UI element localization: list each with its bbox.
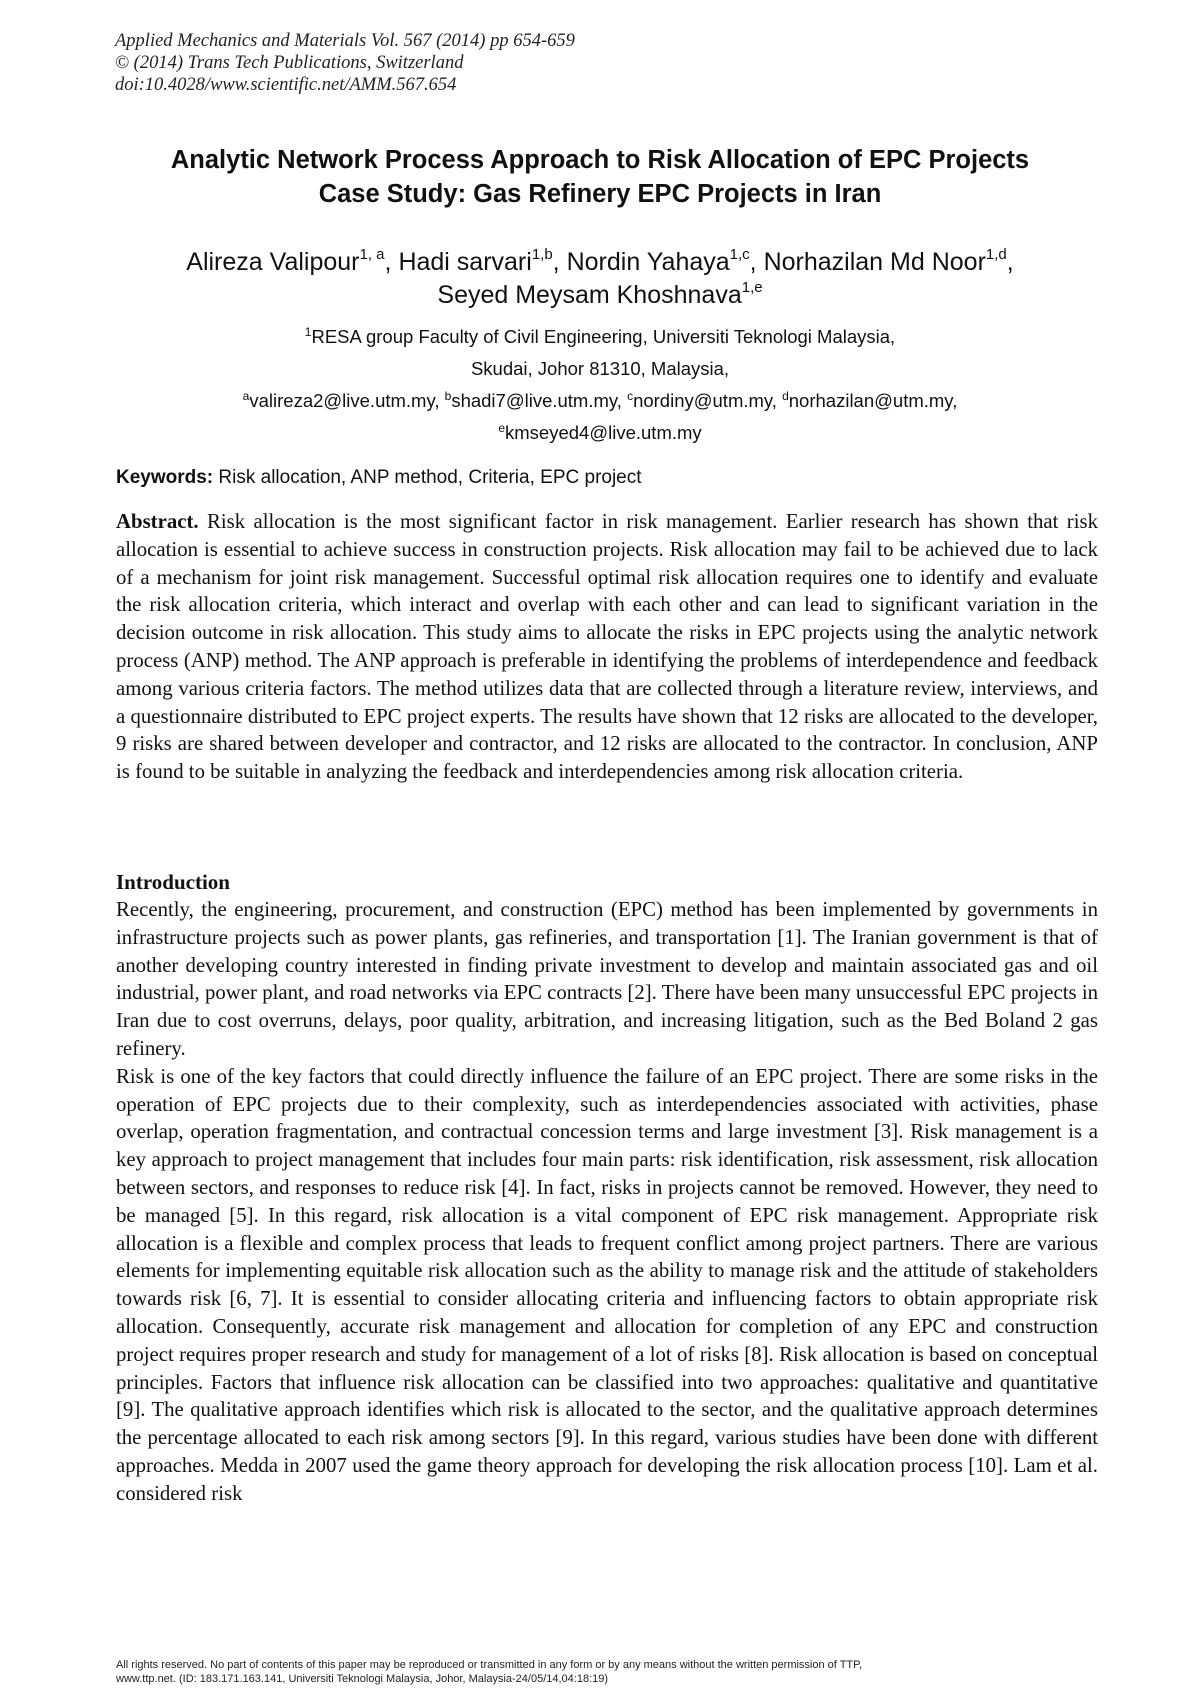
author-name: Norhazilan Md Noor [763, 248, 986, 276]
journal-citation [115, 30, 815, 96]
author-separator: , [552, 248, 567, 276]
author-separator: , [384, 248, 399, 276]
author-affil-mark: 1,b [531, 246, 553, 263]
author-name: Seyed Meysam Khoshnava [437, 281, 742, 309]
email-link[interactable]: norhazilan@utm.my [788, 390, 953, 411]
paper-title [100, 143, 1100, 211]
affiliation-line-1 [100, 321, 1100, 353]
title-line-1: Analytic Network Process Approach to Risk Allocation of EPC Projects [170, 146, 1030, 174]
author-line-2 [100, 279, 1100, 312]
email-link[interactable]: shadi7@live.utm.my [451, 390, 617, 411]
email-line-2 [100, 417, 1100, 449]
email-mark: c [627, 389, 634, 403]
affiliation-mark: 1 [304, 325, 312, 339]
author-separator: , [1006, 248, 1014, 276]
author-affil-mark: 1,e [741, 279, 763, 296]
email-line-1 [100, 385, 1100, 417]
affiliation-block [100, 321, 1100, 449]
author-affil-mark: 1,d [985, 246, 1007, 263]
email-link[interactable]: kmseyed4@live.utm.my [505, 422, 702, 443]
journal-copyright: © (2014) Trans Tech Publications, Switzerland [115, 53, 464, 73]
email-mark: e [498, 421, 506, 435]
author-separator: , [749, 248, 764, 276]
email-mark: d [782, 389, 789, 403]
introduction-paragraph-2: Risk is one of the key factors that could directly influence the failure of an EPC project. There are some risks in the operation of EPC projects due to their complexity, such as interdependencies associated with activities, phase overlap, operation fragmentation, and contractual concession terms and large investment [3]. Risk management is a key approach to project management that includes four main parts: risk identification, risk assessment, risk allocation between sectors, and responses to reduce risk [4]. In fact, risks in projects cannot be removed. However, they need to be managed [5]. In this regard, risk allocation is a vital component of EPC risk management. Appropriate risk allocation is a flexible and complex process that leads to frequent conflict among project partners. There are various elements for implementing equitable risk allocation such as the ability to manage risk and the attitude of stakeholders towards risk [6, 7]. It is essential to consider allocating criteria and influencing factors to obtain appropriate risk allocation. Consequently, accurate risk management and allocation for completion of any EPC and construction project requires proper research and study for management of a lot of risks [8]. Risk allocation is based on conceptual principles. Factors that influence risk allocation can be classified into two approaches: qualitative and quantitative [9]. The qualitative approach identifies which risk is allocated to the sector, and the qualitative approach determines the percentage allocated to each risk among sectors [9]. In this regard, various studies have been done with different approaches. Medda in 2007 used the game theory approach for developing the risk allocation process [10]. Lam et al. considered risk [116, 1064, 1098, 1505]
email-link[interactable]: valireza2@live.utm.my [249, 390, 435, 411]
journal-doi[interactable]: doi:10.4028/www.scientific.net/AMM.567.654 [115, 75, 457, 95]
introduction-body [116, 896, 1098, 1508]
email-separator: , [771, 390, 783, 411]
author-line-1 [100, 246, 1100, 279]
introduction-paragraph-1: Recently, the engineering, procurement, and construction (EPC) method has been implemented by governments in infrastructure projects such as power plants, gas refineries, and transportation [1]. The Iranian government is that of another developing country interested in finding private investment to develop and maintain associated gas and oil industrial, power plant, and road networks via EPC contracts [2]. There have been many unsuccessful EPC projects in Iran due to cost overruns, delays, poor quality, arbitration, and increasing litigation, such as the Bed Boland 2 gas refinery. [116, 898, 1098, 1060]
email-mark: a [242, 389, 250, 403]
abstract-label: Abstract. [116, 510, 199, 533]
journal-volume: Applied Mechanics and Materials Vol. 567 (2014) pp 654-659 [115, 31, 575, 51]
email-mark: b [444, 389, 452, 403]
keywords-text: Risk allocation, ANP method, Criteria, EPC project [218, 467, 642, 488]
email-separator: , [952, 390, 958, 411]
introduction-heading: Introduction [116, 870, 230, 894]
author-list [100, 246, 1100, 312]
abstract-paragraph [116, 508, 1098, 786]
email-separator: , [616, 390, 628, 411]
abstract-text: Risk allocation is the most significant factor in risk management. Earlier research has shown that risk allocation is essential to achieve success in construction projects. Risk allocation may fail to be achieved due to lack of a mechanism for joint risk management. Successful optimal risk allocation requires one to identify and evaluate the risk allocation criteria, which interact and overlap with each other and can lead to significant variation in the decision outcome in risk allocation. This study aims to allocate the risks in EPC projects using the analytic network process (ANP) method. The ANP approach is preferable in identifying the problems of interdependence and feedback among various criteria factors. The method utilizes data that are collected through a literature review, interviews, and a questionnaire distributed to EPC project experts. The results have shown that 12 risks are allocated to the developer, 9 risks are shared between developer and contractor, and 12 risks are allocated to the contractor. In conclusion, ANP is found to be suitable in analyzing the feedback and interdependencies among risk allocation criteria. [116, 510, 1098, 784]
footer-source: www.ttp.net. (ID: 183.171.163.141, Universiti Teknologi Malaysia, Johor, Malaysia-24/05/14,04:18:19) [116, 1673, 609, 1685]
title-line-2: Case Study: Gas Refinery EPC Projects in Iran [318, 180, 882, 208]
affiliation-text: RESA group Faculty of Civil Engineering, Universiti Teknologi Malaysia, [311, 326, 896, 347]
keywords-label: Keywords: [116, 467, 214, 488]
author-name: Hadi sarvari [398, 248, 532, 276]
keywords-line [116, 465, 1096, 491]
author-name: Alireza Valipour [186, 248, 360, 276]
email-link[interactable]: nordiny@utm.my [633, 390, 772, 411]
author-affil-mark: 1, a [359, 246, 385, 263]
author-name: Nordin Yahaya [566, 248, 730, 276]
copyright-footer [116, 1658, 1106, 1686]
author-affil-mark: 1,c [729, 246, 750, 263]
email-separator: , [434, 390, 445, 411]
footer-rights: All rights reserved. No part of contents of this paper may be reproduced or transmitted in any form or by any means without the written permission of TTP, [116, 1659, 863, 1671]
affiliation-line-2: Skudai, Johor 81310, Malaysia, [470, 358, 730, 379]
